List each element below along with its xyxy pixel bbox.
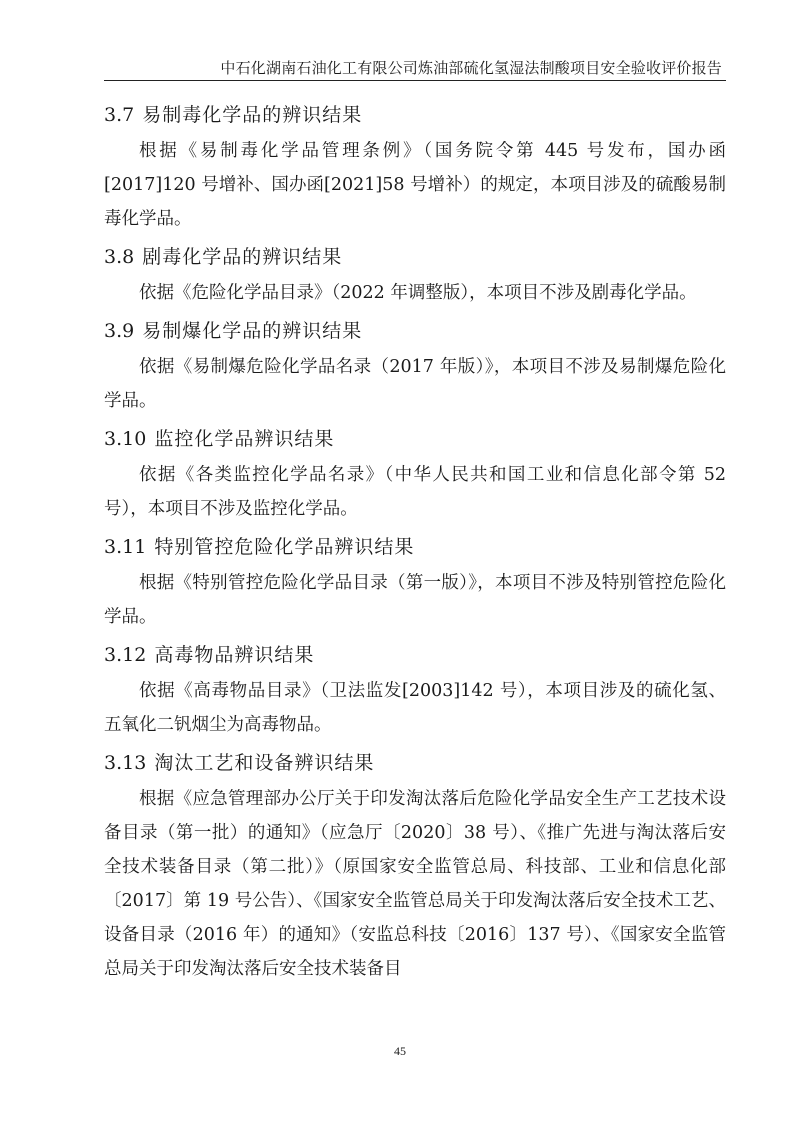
section-number: 3.12 bbox=[104, 644, 147, 666]
section-title: 剧毒化学品的辨识结果 bbox=[142, 246, 343, 268]
section-title: 监控化学品辨识结果 bbox=[154, 428, 335, 450]
section-number: 3.13 bbox=[104, 752, 147, 774]
section-heading bbox=[104, 529, 726, 566]
section-number: 3.8 bbox=[104, 246, 135, 268]
section-paragraph: 依据《高毒物品目录》（卫法监发[2003]142 号），本项目涉及的硫化氢、五氧化二钒烟尘为高毒物品。 bbox=[104, 681, 726, 735]
section-title: 易制毒化学品的辨识结果 bbox=[142, 104, 363, 126]
running-header: 中石化湖南石油化工有限公司炼油部硫化氢湿法制酸项目安全验收评价报告 bbox=[220, 59, 722, 77]
section-number: 3.7 bbox=[104, 104, 135, 126]
section-heading bbox=[104, 745, 726, 782]
section-heading bbox=[104, 313, 726, 350]
section-3-13 bbox=[104, 745, 726, 986]
section-3-12 bbox=[104, 637, 726, 742]
section-title: 易制爆化学品的辨识结果 bbox=[142, 320, 363, 342]
section-number: 3.10 bbox=[104, 428, 147, 450]
section-paragraph: 依据《易制爆危险化学品名录（2017 年版）》，本项目不涉及易制爆危险化学品。 bbox=[104, 357, 726, 411]
section-3-10 bbox=[104, 421, 726, 526]
section-3-8 bbox=[104, 239, 726, 310]
section-heading bbox=[104, 97, 726, 134]
section-paragraph: 根据《特别管控危险化学品目录（第一版）》，本项目不涉及特别管控危险化学品。 bbox=[104, 573, 726, 627]
header-divider bbox=[104, 80, 726, 81]
section-paragraph: 依据《各类监控化学品名录》（中华人民共和国工业和信息化部令第 52 号），本项目不涉及监控化学品。 bbox=[104, 465, 726, 519]
section-heading bbox=[104, 421, 726, 458]
section-number: 3.9 bbox=[104, 320, 135, 342]
section-title: 特别管控危险化学品辨识结果 bbox=[154, 536, 415, 558]
section-3-9 bbox=[104, 313, 726, 418]
section-paragraph: 根据《应急管理部办公厅关于印发淘汰落后危险化学品安全生产工艺技术设备目录（第一批）的通知》（应急厅〔2020〕38 号）、《推广先进与淘汰落后安全技术装备目录（第二批）》（原国家安全监管总局、科技部、工业和信息化部〔2017〕第 19 号公告）、《国家安全监管总局关于印发淘汰落后安全技术工艺、设备目录（2016 年）的通知》（安监总科技〔2016〕137 号）、《国家安全监管总局关于印发淘汰落后安全技术装备目 bbox=[104, 789, 726, 979]
section-heading bbox=[104, 239, 726, 276]
page-number: 45 bbox=[394, 1044, 406, 1058]
section-paragraph: 依据《危险化学品目录》（2022 年调整版），本项目不涉及剧毒化学品。 bbox=[139, 283, 697, 303]
section-title: 淘汰工艺和设备辨识结果 bbox=[154, 752, 375, 774]
section-3-7 bbox=[104, 97, 726, 236]
section-title: 高毒物品辨识结果 bbox=[154, 644, 315, 666]
page-body bbox=[104, 97, 726, 986]
section-number: 3.11 bbox=[104, 536, 147, 558]
section-paragraph: 根据《易制毒化学品管理条例》（国务院令第 445 号发布，国办函[2017]120 号增补、国办函[2021]58 号增补）的规定，本项目涉及的硫酸易制毒化学品。 bbox=[104, 141, 726, 229]
section-heading bbox=[104, 637, 726, 674]
section-3-11 bbox=[104, 529, 726, 634]
